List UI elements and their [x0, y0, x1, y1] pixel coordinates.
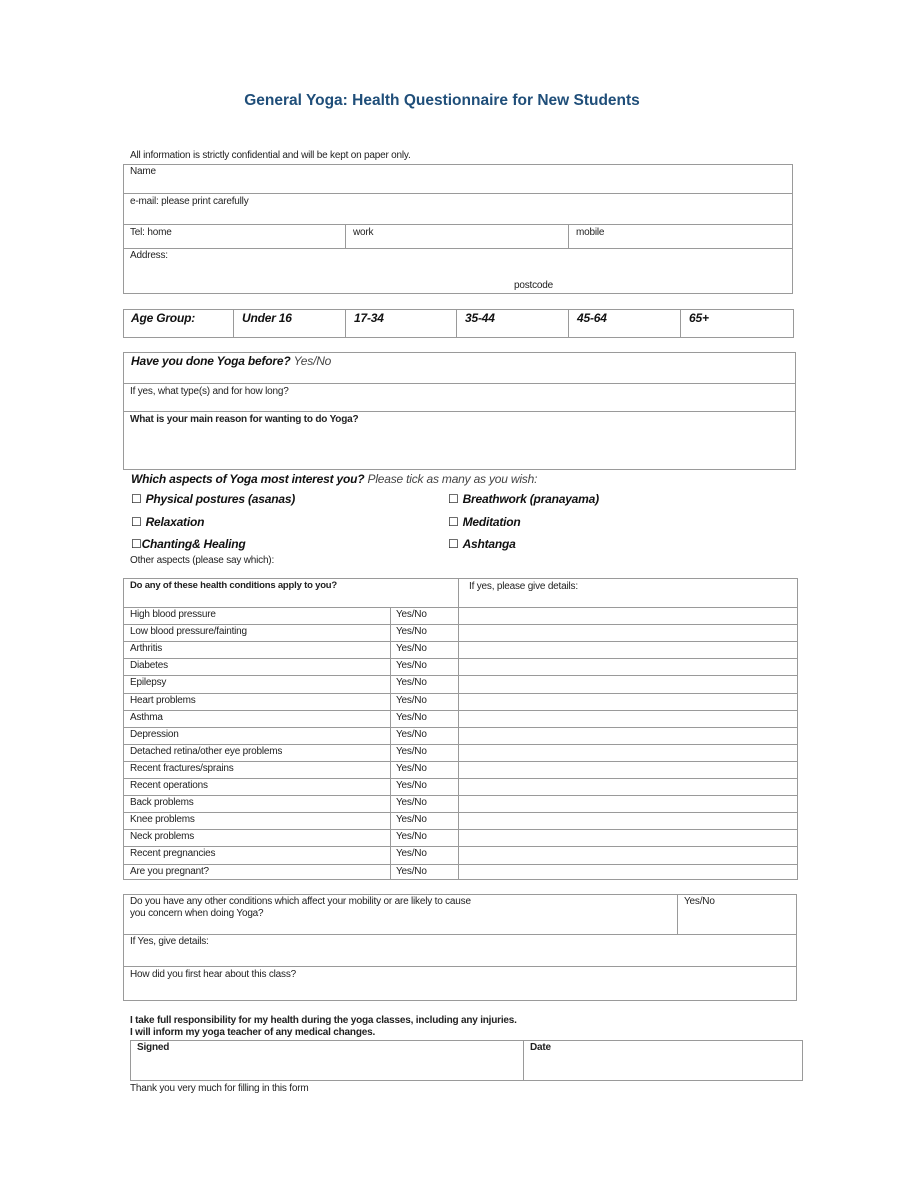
condition-details-field[interactable] — [460, 865, 798, 882]
interests-question-text: Which aspects of Yoga most interest you? — [131, 472, 365, 486]
condition-details-field[interactable] — [460, 694, 798, 711]
condition-name: Recent pregnancies — [130, 848, 216, 859]
divider — [456, 309, 457, 338]
page-title: General Yoga: Health Questionnaire for New Students — [244, 92, 640, 109]
table-row — [123, 624, 798, 641]
main-reason-label: What is your main reason for wanting to do Yoga? — [130, 414, 359, 425]
tel-mobile-label: mobile — [576, 227, 605, 238]
condition-name: Knee problems — [130, 814, 195, 825]
condition-yes-no[interactable]: Yes/No — [396, 763, 427, 774]
interest-option-physical-postures[interactable] — [131, 492, 295, 506]
condition-yes-no[interactable]: Yes/No — [396, 814, 427, 825]
email-field[interactable] — [125, 208, 794, 224]
condition-yes-no[interactable]: Yes/No — [396, 660, 427, 671]
checkbox-icon[interactable]: ☐ — [131, 492, 142, 506]
interest-option-ashtanga[interactable] — [448, 537, 516, 551]
email-label: e-mail: please print carefully — [130, 196, 249, 207]
date-label: Date — [530, 1042, 551, 1053]
condition-details-field[interactable] — [460, 745, 798, 762]
table-row — [123, 864, 798, 881]
divider — [677, 894, 678, 934]
condition-details-field[interactable] — [460, 830, 798, 847]
condition-details-field[interactable] — [460, 711, 798, 728]
table-row — [123, 641, 798, 658]
other-conditions-question-line2: you concern when doing Yoga? — [130, 908, 264, 919]
age-option-35-44[interactable]: 35-44 — [465, 311, 495, 325]
other-aspects-field[interactable] — [300, 554, 794, 570]
condition-name: Neck problems — [130, 831, 195, 842]
address-label: Address: — [130, 250, 168, 261]
hear-about-label: How did you first hear about this class? — [130, 969, 296, 980]
condition-name: High blood pressure — [130, 609, 216, 620]
divider — [568, 309, 569, 338]
table-row — [123, 710, 798, 727]
interest-option-label: Meditation — [462, 515, 521, 529]
other-conditions-question-line1: Do you have any other conditions which affect your mobility or are likely to cause — [130, 896, 471, 907]
condition-yes-no[interactable]: Yes/No — [396, 712, 427, 723]
tel-home-label: Tel: home — [130, 227, 172, 238]
other-aspects-label: Other aspects (please say which): — [130, 555, 275, 566]
table-row — [123, 744, 798, 761]
table-row — [123, 778, 798, 795]
tel-work-label: work — [353, 227, 374, 238]
condition-yes-no[interactable]: Yes/No — [396, 831, 427, 842]
condition-details-field[interactable] — [460, 813, 798, 830]
condition-yes-no[interactable]: Yes/No — [396, 848, 427, 859]
condition-yes-no[interactable]: Yes/No — [396, 729, 427, 740]
condition-name: Recent operations — [130, 780, 208, 791]
condition-details-field[interactable] — [460, 847, 798, 864]
yoga-type-label: If yes, what type(s) and for how long? — [130, 386, 289, 397]
divider — [345, 309, 346, 338]
condition-yes-no[interactable]: Yes/No — [396, 643, 427, 654]
checkbox-icon[interactable]: ☐ — [448, 515, 459, 529]
divider — [123, 934, 797, 935]
date-field[interactable] — [528, 1055, 802, 1079]
condition-name: Recent fractures/sprains — [130, 763, 234, 774]
table-row — [123, 607, 798, 624]
other-conditions-yes-no[interactable]: Yes/No — [684, 896, 715, 907]
interest-option-label: Relaxation — [145, 515, 205, 529]
interest-option-label: Physical postures (asanas) — [145, 492, 296, 506]
age-option-17-34[interactable]: 17-34 — [354, 311, 384, 325]
table-row — [123, 693, 798, 710]
divider — [233, 309, 234, 338]
condition-name: Epilepsy — [130, 677, 167, 688]
checkbox-icon[interactable]: ☐ — [448, 537, 459, 551]
interests-hint: Please tick as many as you wish: — [367, 472, 538, 486]
divider — [123, 248, 793, 249]
divider — [123, 224, 793, 225]
interest-option-relaxation[interactable] — [131, 515, 204, 529]
condition-yes-no[interactable]: Yes/No — [396, 677, 427, 688]
age-option-65-plus[interactable]: 65+ — [689, 311, 709, 325]
table-row — [123, 795, 798, 812]
hear-about-field[interactable] — [125, 982, 797, 1000]
signature-field[interactable] — [135, 1055, 522, 1079]
thank-you-note: Thank you very much for filling in this form — [130, 1083, 309, 1094]
age-option-under-16[interactable]: Under 16 — [242, 311, 292, 325]
name-field[interactable] — [125, 178, 794, 194]
condition-yes-no[interactable]: Yes/No — [396, 609, 427, 620]
tel-work-field[interactable] — [380, 226, 569, 248]
condition-name: Are you pregnant? — [130, 866, 209, 877]
condition-name: Diabetes — [130, 660, 168, 671]
divider — [123, 383, 796, 384]
interest-option-label: Breathwork (pranayama) — [462, 492, 599, 506]
condition-yes-no[interactable]: Yes/No — [396, 797, 427, 808]
condition-yes-no[interactable]: Yes/No — [396, 746, 427, 757]
divider — [680, 309, 681, 338]
table-row — [123, 829, 798, 846]
condition-name: Depression — [130, 729, 179, 740]
condition-details-field[interactable] — [460, 728, 798, 745]
condition-name: Back problems — [130, 797, 194, 808]
main-reason-field[interactable] — [125, 427, 797, 471]
table-row — [123, 846, 798, 863]
postcode-field[interactable] — [568, 278, 792, 294]
postcode-label: postcode — [514, 280, 553, 291]
table-row — [123, 727, 798, 744]
yoga-before-text: Have you done Yoga before? — [131, 354, 291, 368]
other-details-field[interactable] — [125, 948, 797, 966]
condition-details-field[interactable] — [460, 625, 798, 642]
checkbox-icon[interactable]: ☐ — [131, 537, 142, 551]
declaration-line1: I take full responsibility for my health during the yoga classes, including any injuries. — [130, 1015, 517, 1026]
other-details-label: If Yes, give details: — [130, 936, 209, 947]
condition-name: Low blood pressure/fainting — [130, 626, 247, 637]
age-option-45-64[interactable]: 45-64 — [577, 311, 607, 325]
address-field[interactable] — [175, 250, 789, 276]
condition-details-field[interactable] — [460, 796, 798, 813]
checkbox-icon[interactable]: ☐ — [448, 492, 459, 506]
health-header: Do any of these health conditions apply to you? — [130, 580, 338, 591]
condition-details-field[interactable] — [460, 642, 798, 659]
interest-option-chanting-healing[interactable] — [131, 537, 246, 551]
interest-option-breathwork[interactable] — [448, 492, 599, 506]
interest-option-label: Chanting& Healing — [141, 537, 246, 551]
table-row — [123, 761, 798, 778]
age-group-label: Age Group: — [131, 311, 195, 325]
condition-details-field[interactable] — [460, 608, 798, 625]
yoga-type-field[interactable] — [125, 398, 797, 412]
tel-mobile-field[interactable] — [612, 226, 794, 248]
interest-option-meditation[interactable] — [448, 515, 521, 529]
condition-name: Heart problems — [130, 695, 196, 706]
signed-label: Signed — [137, 1042, 170, 1053]
table-row — [123, 675, 798, 692]
table-row — [123, 658, 798, 675]
health-details-header: If yes, please give details: — [469, 581, 578, 592]
checkbox-icon[interactable]: ☐ — [131, 515, 142, 529]
condition-yes-no[interactable]: Yes/No — [396, 780, 427, 791]
declaration-line2: I will inform my yoga teacher of any medical changes. — [130, 1027, 376, 1038]
condition-yes-no[interactable]: Yes/No — [396, 626, 427, 637]
interest-option-label: Ashtanga — [462, 537, 516, 551]
confidential-note: All information is strictly confidential and will be kept on paper only. — [130, 150, 411, 161]
interests-question — [131, 472, 537, 486]
condition-details-field[interactable] — [460, 676, 798, 693]
name-label: Name — [130, 166, 156, 177]
condition-details-field[interactable] — [460, 779, 798, 796]
yoga-before-yes-no[interactable]: Yes/No — [293, 354, 332, 368]
condition-yes-no[interactable]: Yes/No — [396, 695, 427, 706]
condition-yes-no[interactable]: Yes/No — [396, 866, 427, 877]
yoga-before-question — [131, 354, 331, 368]
condition-name: Arthritis — [130, 643, 163, 654]
condition-details-field[interactable] — [460, 762, 798, 779]
condition-name: Detached retina/other eye problems — [130, 746, 283, 757]
condition-details-field[interactable] — [460, 659, 798, 676]
divider — [523, 1040, 524, 1081]
condition-name: Asthma — [130, 712, 163, 723]
tel-home-field[interactable] — [182, 226, 346, 248]
divider — [123, 966, 797, 967]
table-row — [123, 812, 798, 829]
